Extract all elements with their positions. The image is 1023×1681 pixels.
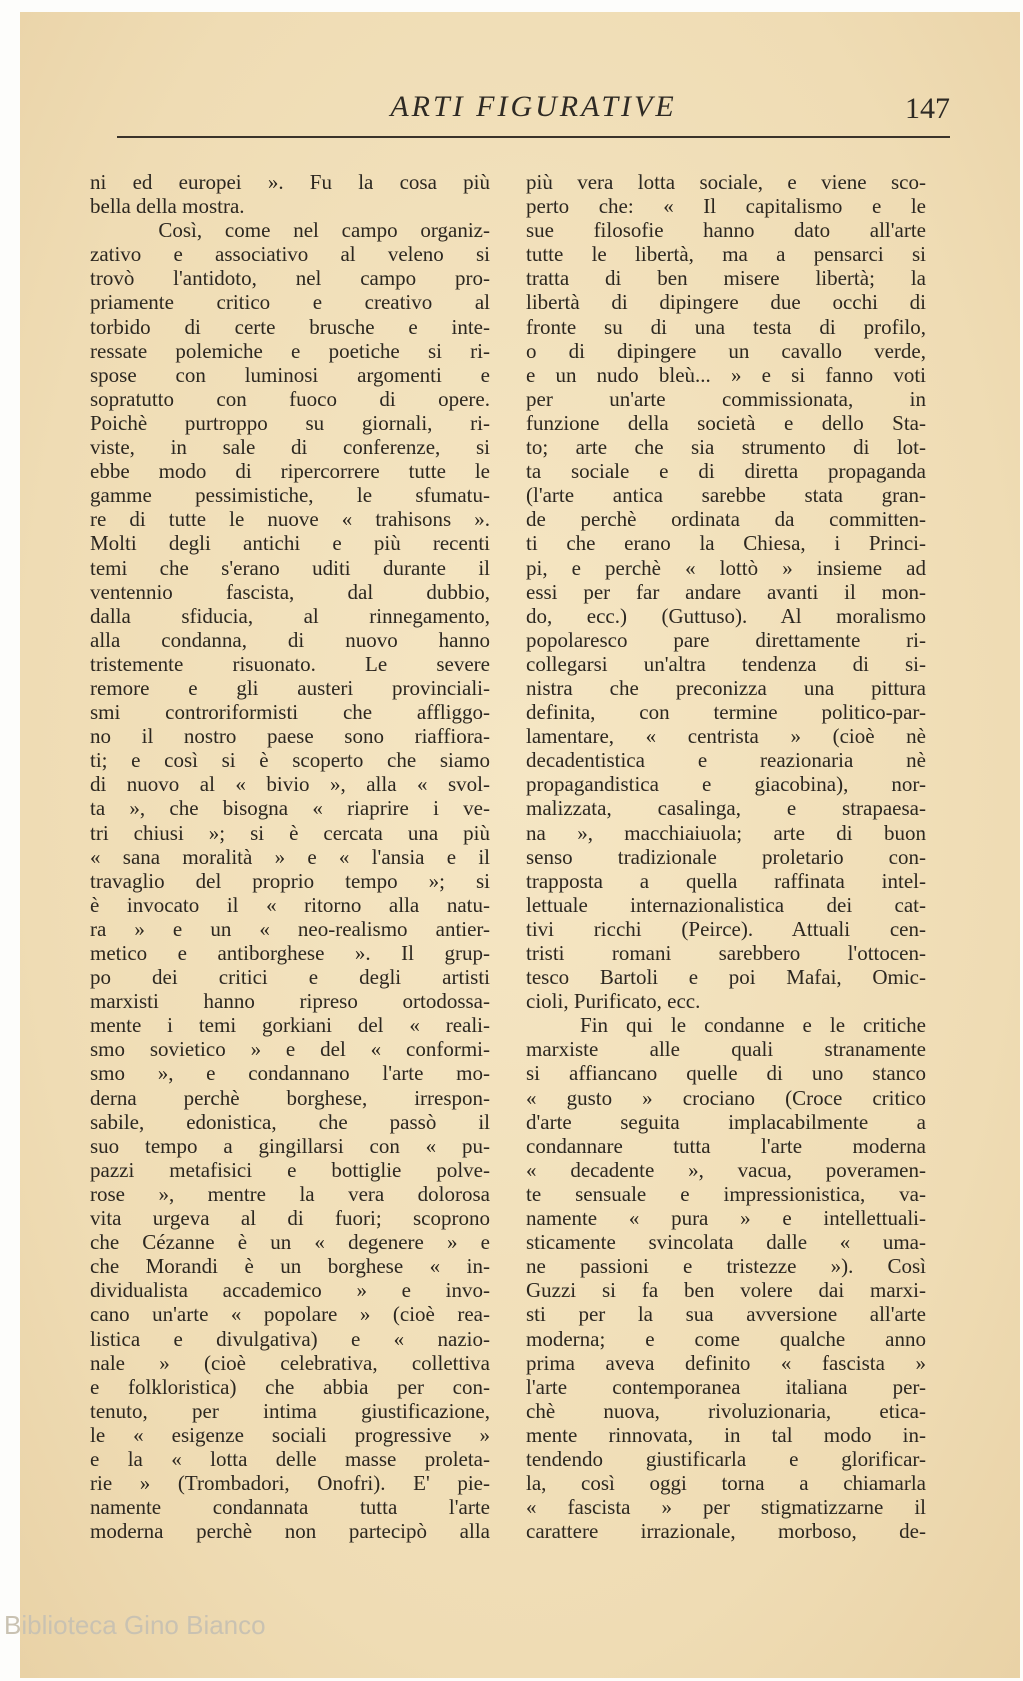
text-line: mente i temi gorkiani del « reali-: [90, 1013, 490, 1038]
text-line: tutte le libertà, ma a pensarci si: [526, 242, 926, 267]
text-line: essi per far andare avanti il mon-: [526, 579, 926, 604]
text-line: suo tempo a gingillarsi con « pu-: [90, 1133, 490, 1158]
text-line: smo sovietico » e del « conformi-: [90, 1037, 490, 1062]
text-line: sti per la sua avversione all'arte: [526, 1302, 926, 1327]
text-column-left: [90, 170, 490, 1543]
text-line: te sensuale e impressionistica, va-: [526, 1181, 926, 1206]
text-line: di nuovo al « bivio », alla « svol-: [90, 772, 490, 797]
text-line: pi, e perchè « lottò » insieme ad: [526, 555, 926, 580]
text-line: che Cézanne è un « degenere » e: [90, 1230, 490, 1255]
text-line: de perchè ordinata da committen-: [526, 507, 926, 532]
header-rule: [117, 136, 950, 138]
text-line: cioli, Purificato, ecc.: [526, 989, 701, 1014]
text-line: ti che erano la Chiesa, i Princi-: [526, 531, 926, 556]
text-line: ta », che bisogna « riaprire i ve-: [90, 796, 490, 821]
text-line: dalla sfiducia, al rinnegamento,: [90, 603, 490, 628]
text-line: zativo e associativo al veleno si: [90, 242, 490, 267]
text-line: tesco Bartoli e poi Mafai, Omic-: [526, 965, 926, 990]
text-line: e folkloristica) che abbia per con-: [90, 1374, 490, 1399]
text-line: remore e gli austeri provinciali-: [90, 675, 490, 700]
text-line: lamentare, « centrista » (cioè nè: [526, 724, 926, 749]
text-line: na », macchiaiuola; arte di buon: [526, 820, 926, 845]
text-line: « sana moralità » e « l'ansia e il: [90, 844, 490, 869]
text-line: che Morandi è un borghese « in-: [90, 1254, 490, 1279]
text-line: po dei critici e degli artisti: [90, 965, 490, 990]
text-line: chè nuova, rivoluzionaria, etica-: [526, 1398, 926, 1423]
text-line: re di tutte le nuove « trahisons ».: [90, 507, 490, 532]
text-line: smo », e condannano l'arte mo-: [90, 1061, 490, 1086]
text-line: derna perchè borghese, irrespon-: [90, 1085, 490, 1110]
text-line: più vera lotta sociale, e viene sco-: [526, 170, 926, 194]
text-line: l'arte contemporanea italiana per-: [526, 1374, 926, 1399]
text-line: collegarsi un'altra tendenza di si-: [526, 651, 926, 676]
text-line: priamente critico e creativo al: [90, 290, 490, 315]
text-line: è invocato il « ritorno alla natu-: [90, 892, 490, 917]
text-line: tendendo giustificarla e glorificar-: [526, 1446, 926, 1471]
text-line: Fin qui le condanne e le critiche: [526, 1013, 926, 1038]
text-line: la, così oggi torna a chiamarla: [526, 1471, 926, 1496]
text-line: travaglio del proprio tempo »; si: [90, 868, 490, 893]
text-line: libertà di dipingere due occhi di: [526, 290, 926, 315]
text-line: senso tradizionale proletario con-: [526, 844, 926, 869]
page-header: [117, 82, 950, 130]
text-line: ti; e così si è scoperto che siamo: [90, 748, 490, 773]
text-line: fronte su di una testa di profilo,: [526, 314, 926, 339]
running-title: ARTI FIGURATIVE: [390, 90, 677, 123]
text-line: do, ecc.) (Guttuso). Al moralismo: [526, 603, 926, 628]
text-line: namente condannata tutta l'arte: [90, 1495, 490, 1520]
text-line: e la « lotta delle masse proleta-: [90, 1446, 490, 1471]
text-line: trapposta a quella raffinata intel-: [526, 868, 926, 893]
text-line: cano un'arte « popolare » (cioè rea-: [90, 1302, 490, 1327]
text-line: mente rinnovata, in tal modo in-: [526, 1422, 926, 1447]
text-line: ressate polemiche e poetiche si ri-: [90, 338, 490, 363]
text-line: to; arte che sia strumento di lot-: [526, 435, 926, 460]
text-line: malizzata, casalinga, e strapaesa-: [526, 796, 926, 821]
text-line: « gusto » crociano (Croce critico: [526, 1085, 926, 1110]
text-line: condannare tutta l'arte moderna: [526, 1133, 926, 1158]
text-line: torbido di certe brusche e inte-: [90, 314, 490, 339]
text-line: definita, con termine politico-par-: [526, 700, 926, 725]
text-line: tristemente risuonato. Le severe: [90, 651, 490, 676]
text-line: sticamente svincolata dalle « uma-: [526, 1230, 926, 1255]
text-line: spose con luminosi argomenti e: [90, 362, 490, 387]
text-line: « fascista » per stigmatizzarne il: [526, 1495, 926, 1520]
text-line: tri chiusi »; si è cercata una più: [90, 820, 490, 845]
text-line: rie » (Trombadori, Onofri). E' pie-: [90, 1471, 490, 1496]
text-line: bella della mostra.: [90, 194, 245, 219]
text-line: marxisti hanno ripreso ortodossa-: [90, 989, 490, 1014]
text-line: propagandistica e giacobina), nor-: [526, 772, 926, 797]
page-sheet: [20, 12, 1020, 1678]
text-line: tristi romani sarebbero l'ottocen-: [526, 941, 926, 965]
text-line: Così, come nel campo organiz-: [90, 218, 490, 243]
text-line: marxiste alle quali stranamente: [526, 1037, 926, 1062]
page-number: 147: [905, 92, 950, 125]
text-line: Guzzi si fa ben volere dai marxi-: [526, 1278, 926, 1303]
text-line: dividualista accademico » e invo-: [90, 1278, 490, 1303]
text-line: viste, in sale di conferenze, si: [90, 435, 490, 460]
text-line: nistra che preconizza una pittura: [526, 675, 926, 700]
text-line: listica e divulgativa) e « nazio-: [90, 1326, 490, 1351]
text-line: (l'arte antica sarebbe stata gran-: [526, 483, 926, 508]
text-line: namente « pura » e intellettuali-: [526, 1206, 926, 1231]
text-line: ta sociale e di diretta propaganda: [526, 459, 926, 484]
text-column-right: [526, 170, 926, 1543]
text-line: Poichè purtroppo su giornali, ri-: [90, 410, 490, 435]
text-line: alla condanna, di nuovo hanno: [90, 627, 490, 652]
text-line: tivi ricchi (Peirce). Attuali cen-: [526, 916, 926, 941]
text-line: ra » e un « neo-realismo antier-: [90, 916, 490, 941]
text-line: Molti degli antichi e più recenti: [90, 531, 490, 556]
text-line: carattere irrazionale, morboso, de-: [526, 1519, 926, 1544]
text-line: pazzi metafisici e bottiglie polve-: [90, 1157, 490, 1182]
text-line: lettuale internazionalistica dei cat-: [526, 892, 926, 917]
text-line: ebbe modo di ripercorrere tutte le: [90, 459, 490, 484]
text-line: moderna perchè non partecipò alla: [90, 1519, 490, 1544]
text-line: metico e antiborghese ». Il grup-: [90, 941, 490, 965]
text-line: ne passioni e tristezze »). Così: [526, 1254, 926, 1279]
text-line: vita urgeva al di fuori; scoprono: [90, 1206, 490, 1231]
text-line: « decadente », vacua, poveramen-: [526, 1157, 926, 1182]
text-line: tenuto, per intima giustificazione,: [90, 1398, 490, 1423]
text-line: o di dipingere un cavallo verde,: [526, 338, 926, 363]
text-line: gamme pessimistiche, le sfumatu-: [90, 483, 490, 508]
text-line: prima aveva definito « fascista »: [526, 1350, 926, 1375]
text-line: si affiancano quelle di uno stanco: [526, 1061, 926, 1086]
text-line: d'arte seguita implacabilmente a: [526, 1109, 926, 1134]
library-watermark: Biblioteca Gino Bianco: [4, 1610, 266, 1640]
text-line: perto che: « Il capitalismo e le: [526, 194, 926, 219]
text-line: tratta di ben misere libertà; la: [526, 266, 926, 291]
text-line: funzione della società e dello Sta-: [526, 410, 926, 435]
text-line: popolaresco pare direttamente ri-: [526, 627, 926, 652]
text-line: decadentistica e reazionaria nè: [526, 748, 926, 773]
text-line: ni ed europei ». Fu la cosa più: [90, 170, 490, 194]
text-line: le « esigenze sociali progressive »: [90, 1422, 490, 1447]
text-line: trovò l'antidoto, nel campo pro-: [90, 266, 490, 291]
text-line: nale » (cioè celebrativa, collettiva: [90, 1350, 490, 1375]
text-line: moderna; e come qualche anno: [526, 1326, 926, 1351]
text-line: smi controriformisti che affliggo-: [90, 700, 490, 725]
text-line: no il nostro paese sono riaffiora-: [90, 724, 490, 749]
text-line: ventennio fascista, dal dubbio,: [90, 579, 490, 604]
text-line: sabile, edonistica, che passò il: [90, 1109, 490, 1134]
text-line: temi che s'erano uditi durante il: [90, 555, 490, 580]
text-line: e un nudo bleù... » e si fanno voti: [526, 362, 926, 387]
text-line: sue filosofie hanno dato all'arte: [526, 218, 926, 243]
text-line: rose », mentre la vera dolorosa: [90, 1181, 490, 1206]
text-line: sopratutto con fuoco di opere.: [90, 386, 490, 411]
text-line: per un'arte commissionata, in: [526, 386, 926, 411]
